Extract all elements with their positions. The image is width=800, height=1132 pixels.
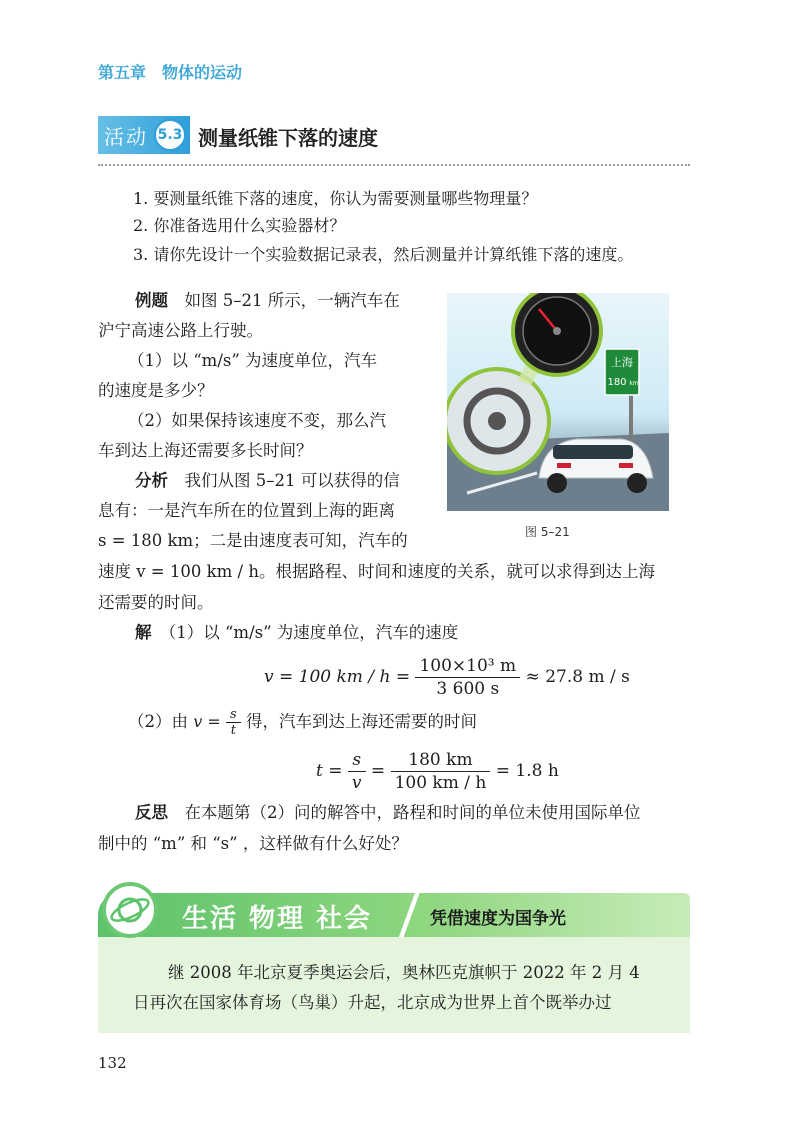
- life-section-line-2: 日再次在国家体育场（鸟巢）升起，北京成为世界上首个既举办过: [133, 993, 612, 1012]
- analysis-line-5: 还需要的时间。: [98, 593, 214, 612]
- steering-hub: [488, 412, 506, 430]
- sign-text: 上海: [611, 356, 633, 369]
- solution-line-2: （2）由 v = $\frac{s}{t}$ 得，汽车到达上海还需要的时间: [128, 707, 477, 738]
- dotted-divider: [98, 164, 690, 166]
- life-section-divider: [395, 889, 425, 937]
- activity-number: 5.3: [154, 119, 186, 151]
- speed-formula-fraction: $\frac{s}{t}$: [226, 707, 241, 738]
- analysis-label: 分析: [135, 471, 168, 490]
- analysis-line-3: s = 180 km；二是由速度表可知，汽车的: [98, 531, 408, 550]
- question-3: 3. 请你先设计一个实验数据记录表，然后测量并计算纸锥下落的速度。: [133, 245, 634, 264]
- life-section-subtitle: 凭借速度为国争光: [430, 909, 566, 929]
- solution-line-1: 解 （1）以 “m/s” 为速度单位，汽车的速度: [135, 623, 459, 642]
- sign-distance: 180: [607, 377, 627, 388]
- question-2: 2. 你准备选用什么实验器材？: [133, 216, 346, 235]
- analysis-line-2: 息有：一是汽车所在的位置到上海的距离: [98, 501, 395, 520]
- example-q2-line-2: 车到达上海还需要多长时间？: [98, 441, 313, 460]
- chapter-header: 第五章 物体的运动: [98, 63, 243, 82]
- figure-illustration: [447, 293, 669, 511]
- example-line-2: 沪宁高速公路上行驶。: [98, 321, 263, 340]
- example-q1-line-1: （1）以 “m/s” 为速度单位，汽车: [128, 351, 378, 370]
- equation-2-fraction-1: $\frac{s}{v}$: [348, 749, 366, 794]
- equation-1: v = 100 km / h = $\frac{\text{100×10³ m}}{3 600 s}$ ≈ 27.8 m / s: [264, 656, 630, 699]
- example-label: 例题: [135, 291, 168, 310]
- equation-2: t = $\frac{s}{v}$ = $\frac{180 km}{100 km / h}$ = 1.8 h: [316, 750, 559, 793]
- reflection-line-1: 反思 在本题第（2）问的解答中，路程和时间的单位未使用国际单位: [135, 803, 641, 822]
- car-wheel: [627, 473, 647, 493]
- car-taillight: [619, 463, 633, 468]
- reflection-line-2: 制中的 “m” 和 “s” ，这样做有什么好处？: [98, 834, 408, 853]
- activity-label: 活动: [104, 125, 148, 149]
- example-line-1: 例题 如图 5–21 所示，一辆汽车在: [135, 291, 400, 310]
- analysis-line-4: 速度 v = 100 km / h。根据路程、时间和速度的关系，就可以求得到达上海: [98, 562, 655, 581]
- figure-caption: 图 5–21: [525, 525, 570, 539]
- activity-title: 测量纸锥下落的速度: [198, 126, 378, 150]
- example-q2-line-1: （2）如果保持该速度不变，那么汽: [128, 411, 386, 430]
- car-taillight: [557, 463, 571, 468]
- analysis-line-1: 分析 我们从图 5–21 可以获得的信: [135, 471, 400, 490]
- planet-icon: [106, 886, 154, 934]
- car-wheel: [547, 473, 567, 493]
- life-section-box: [98, 937, 690, 1033]
- question-1: 1. 要测量纸锥下落的速度，你认为需要测量哪些物理量？: [133, 189, 538, 208]
- car-rear-window: [553, 445, 633, 459]
- life-section-line-1: 继 2008 年北京夏季奥运会后，奥林匹克旗帜于 2022 年 2 月 4: [168, 963, 640, 982]
- speedometer-center: [553, 327, 561, 335]
- page-number: 132: [98, 1054, 127, 1072]
- life-section-badge: [102, 882, 158, 938]
- life-section-title: 生活 物理 社会: [182, 904, 373, 934]
- solution-label: 解: [135, 623, 152, 642]
- figure-car-speedometer: [447, 293, 669, 511]
- sign-unit: km: [629, 380, 639, 387]
- example-q1-line-2: 的速度是多少？: [98, 381, 214, 400]
- equation-1-fraction: $\frac{\text{100×10³ m}}{3 600 s}$: [415, 655, 520, 700]
- equation-2-fraction-2: $\frac{180 km}{100 km / h}$: [391, 749, 491, 794]
- reflection-label: 反思: [135, 803, 168, 822]
